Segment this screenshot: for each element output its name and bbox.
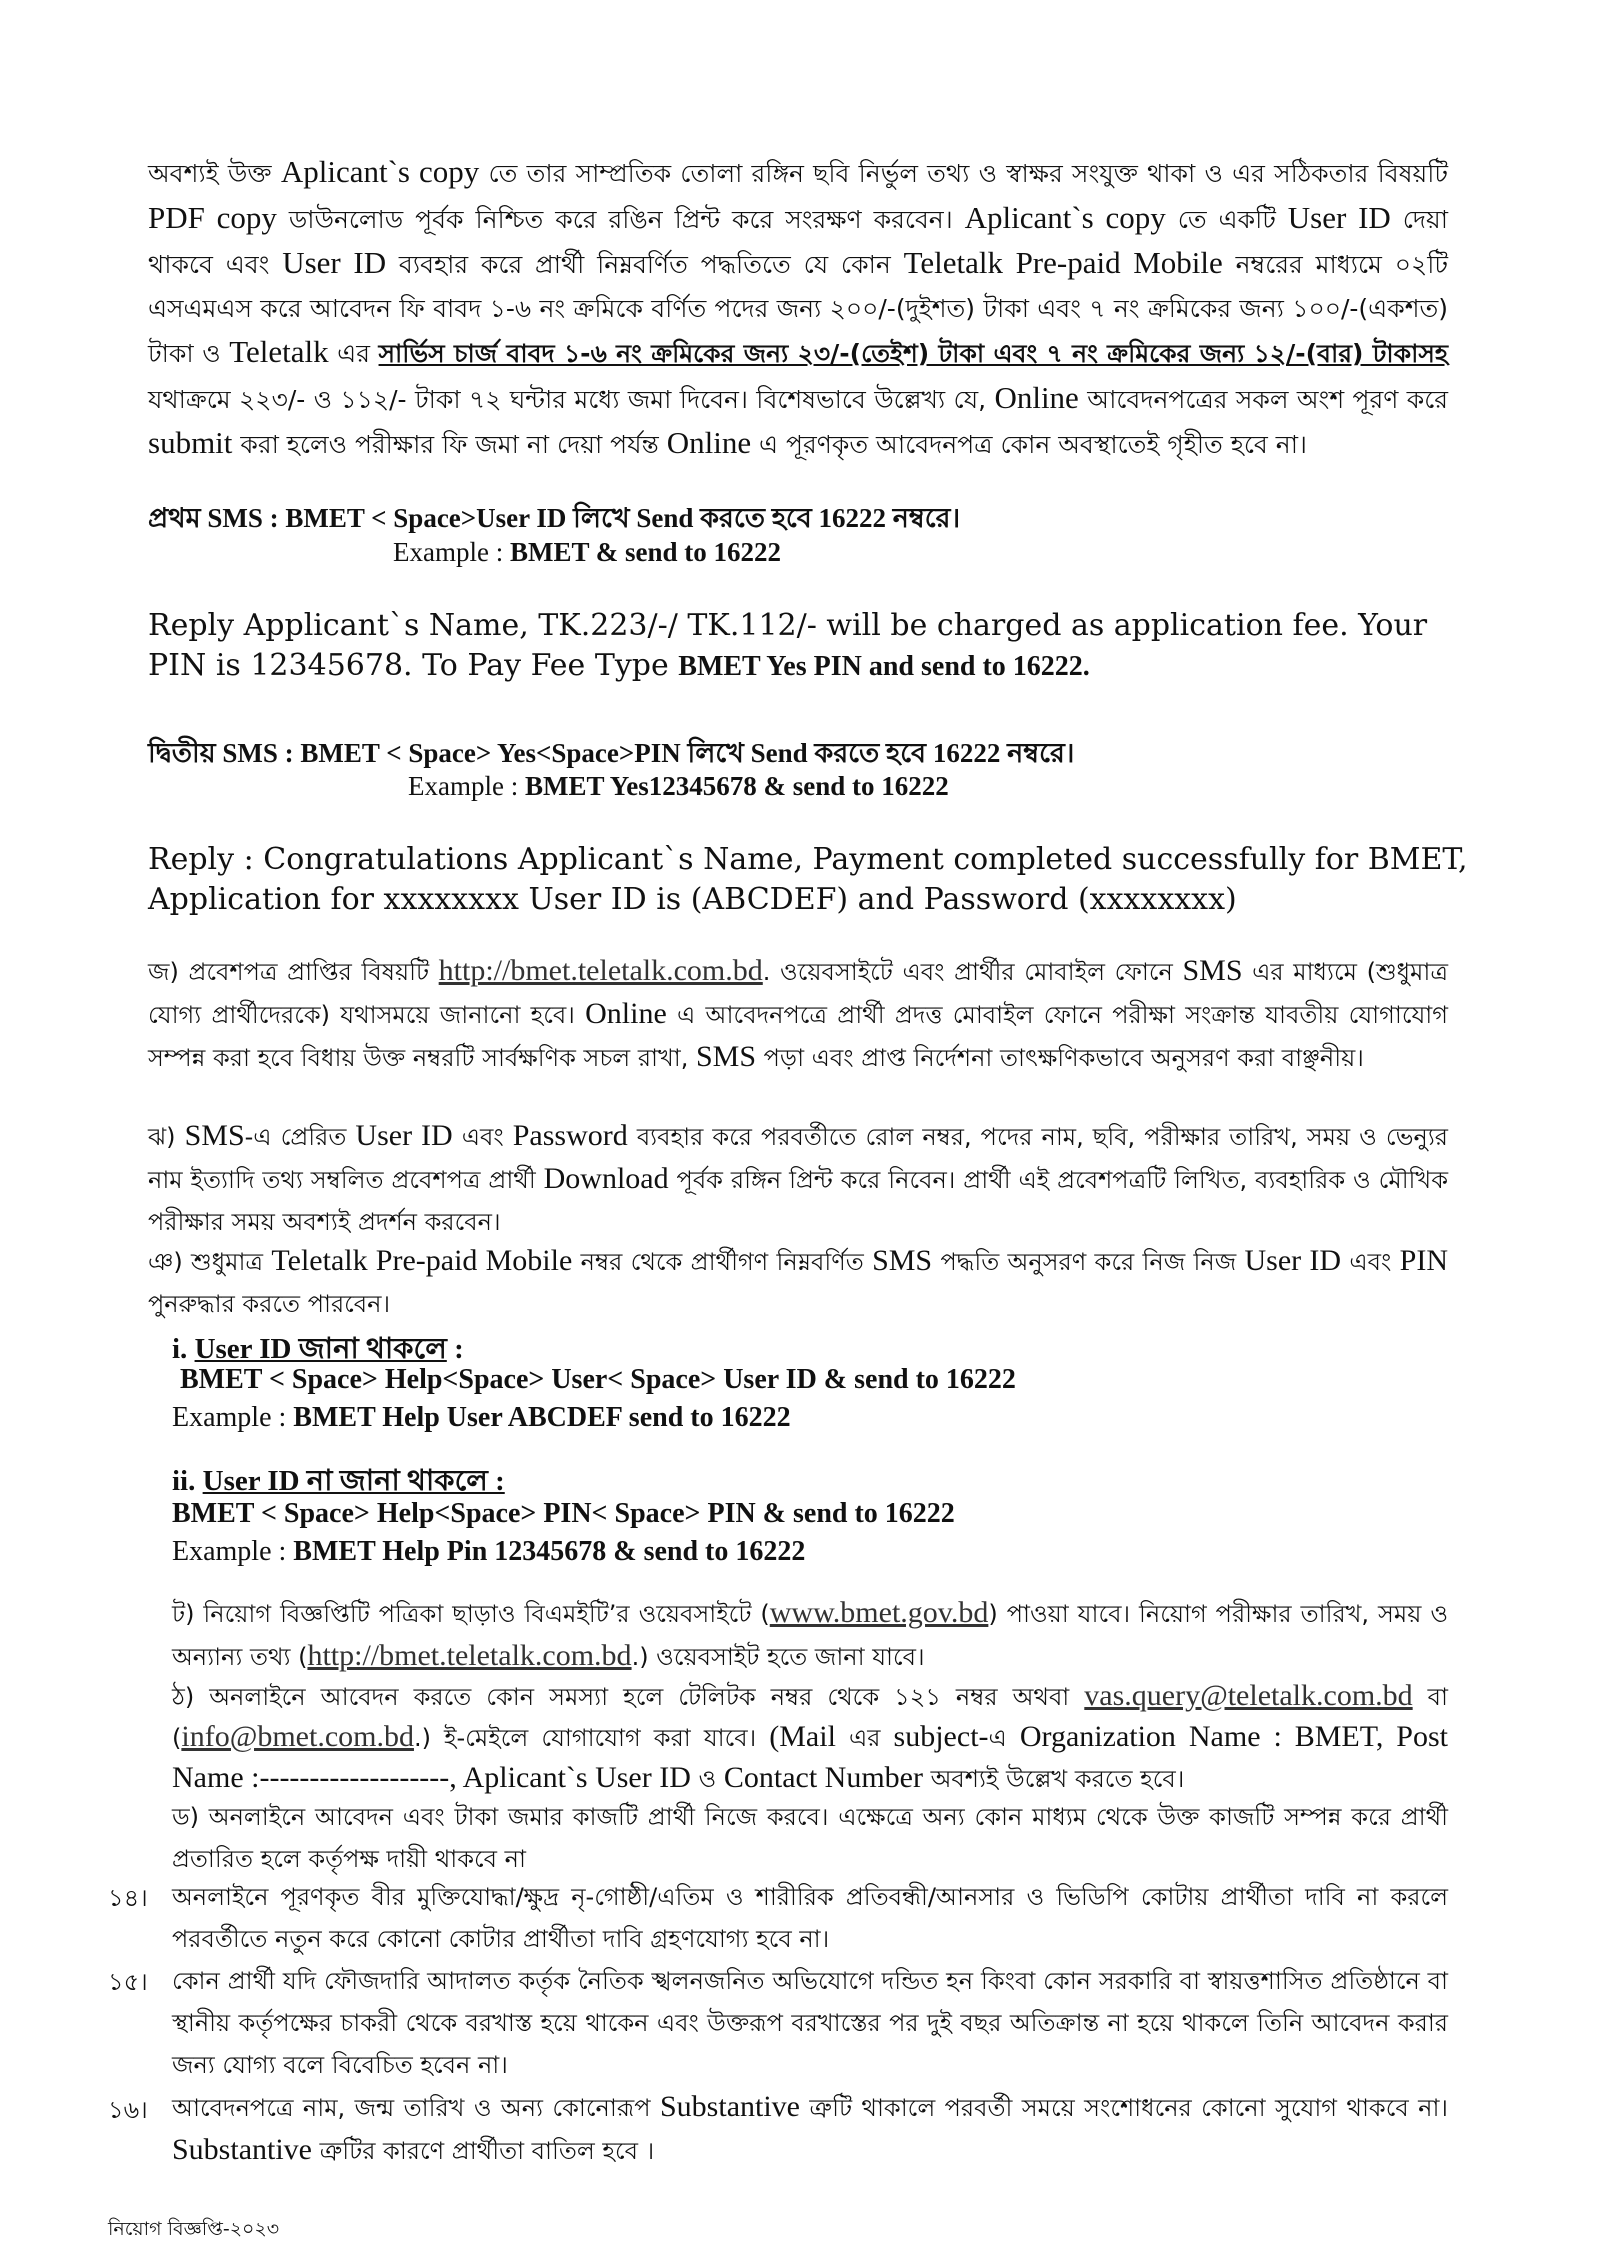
- para-text: এ: [988, 1724, 1020, 1752]
- para-text: Substantive: [172, 2133, 312, 2166]
- para-text: ট) নিয়োগ বিজ্ঞপ্তিটি পত্রিকা ছাড়াও বিএমইটি’র ওয়েবসাইটে (: [172, 1600, 770, 1628]
- para-text: এবং: [1341, 1248, 1400, 1276]
- item-number: ১৬।: [108, 2096, 148, 2124]
- reply-command: BMET Yes PIN and send to 16222.: [678, 651, 1090, 682]
- intro-text: Aplicant`s copy: [280, 154, 480, 189]
- intro-text: দেয়া থাকবে এবং: [148, 204, 1448, 279]
- example-label: Example :: [172, 1536, 294, 1567]
- intro-text: PDF copy: [148, 199, 277, 235]
- intro-text: অবশ্যই উক্ত: [148, 159, 281, 188]
- para-text: অবশ্যই উল্লেখ করতে হবে।: [922, 1765, 1185, 1793]
- service-charge-text: সার্ভিস চার্জ বাবদ ১-৬ নং ক্রমিকের জন্য ২৩/-(তেইশ) টাকা এবং ৭ নং ক্রমিকের জন্য ১২/-(বার) টাকাসহ: [378, 339, 1448, 368]
- para-text: ত্রুটির কারণে প্রার্থীতা বাতিল হবে ।: [312, 2137, 655, 2165]
- heading-text: User ID না জানা থাকলে :: [202, 1465, 505, 1497]
- reply1-text: [148, 606, 1468, 687]
- para-text: ) পাওয়া যাবে। নিয়োগ পরীক্ষার তারিখ, সময় ও অন্যান্য তথ্য (: [172, 1600, 1448, 1671]
- recover-userid-unknown-example: [172, 1536, 805, 1568]
- teletalk-link[interactable]: http://bmet.teletalk.com.bd: [307, 1639, 632, 1672]
- page-footer: নিয়োগ বিজ্ঞপ্তি-২০২৩: [108, 2218, 280, 2240]
- example-label: Example :: [408, 771, 525, 801]
- item-16-substantive-error: [172, 2086, 1448, 2172]
- intro-text: এ পূরণকৃত আবেদনপত্র কোন অবস্থাতেই গৃহীত হবে না।: [751, 430, 1307, 459]
- teletalk-email-link[interactable]: vas.query@teletalk.com.bd: [1084, 1679, 1413, 1712]
- intro-text: submit: [148, 425, 233, 460]
- para-text: নম্বর থেকে প্রার্থীগণ নিম্নবর্ণিত: [572, 1248, 873, 1276]
- para-text: ত্রুটি থাকালে পরবর্তী সময়ে সংশোধনের কোনো সুযোগ থাকবে না।: [800, 2094, 1448, 2122]
- para-text: পড়া এবং প্রাপ্ত নির্দেশনা তাৎক্ষণিকভাবে অনুসরণ করা বাঞ্ছনীয়।: [756, 1044, 1364, 1072]
- teletalk-link[interactable]: http://bmet.teletalk.com.bd: [438, 954, 763, 987]
- para-text: SMS: [1182, 954, 1243, 987]
- para-text: ও: [690, 1765, 724, 1793]
- para-text: Organization Name : BMET, Post Name :-------------------, Aplicant`s User ID: [172, 1720, 1448, 1794]
- example-value: BMET Help Pin 12345678 & send to 16222: [293, 1536, 806, 1567]
- heading-text: User ID জানা থাকলে: [194, 1333, 447, 1365]
- para-text: Teletalk Pre-paid Mobile: [271, 1244, 573, 1277]
- reply-text: Reply Applicant`s Name, TK.223/-/ TK.112/- will be charged as application fee. Your PIN is 12345678. To Pay Fee Type: [148, 608, 1428, 683]
- para-text: ঠ) অনলাইনে আবেদন করতে কোন সমস্যা হলে টেলিটক নম্বর থেকে ১২১ নম্বর অথবা: [172, 1683, 1085, 1711]
- para-text: Contact Number: [723, 1761, 923, 1794]
- para-text: User ID: [355, 1119, 453, 1152]
- intro-text: User ID: [282, 245, 387, 280]
- para-text: Substantive: [660, 2090, 800, 2123]
- para-text: ঞ) শুধুমাত্র: [148, 1248, 272, 1276]
- reply2-text: Reply : Congratulations Applicant`s Name, Payment completed successfully for BMET, Application for xxxxxxxx User ID is (ABCDEF) and Password (xxxxxxxx): [148, 842, 1468, 917]
- para-text: ঝ): [148, 1123, 185, 1151]
- list-number: i.: [172, 1333, 195, 1365]
- para-text: Online: [585, 997, 667, 1030]
- intro-text: যথাক্রমে ২২৩/- ও ১১২/- টাকা ৭২ ঘন্টার মধ্যে জমা দিবেন। বিশেষভাবে উল্লেখ্য যে,: [148, 384, 995, 414]
- sms1-example: [393, 537, 781, 568]
- para-text: এবং: [452, 1123, 513, 1151]
- example-value: BMET Help User ABCDEF send to 16222: [293, 1402, 791, 1433]
- intro-text: Online: [994, 379, 1079, 415]
- sms2-example: [408, 771, 949, 802]
- recover-userid-known-example: [172, 1402, 791, 1434]
- example-value: BMET Yes12345678 & send to 16222: [524, 771, 949, 801]
- sms1-instruction: প্রথম SMS : BMET < Space>User ID লিখে Send করতে হবে 16222 নম্বরে।: [148, 503, 961, 533]
- intro-text: এর: [328, 339, 379, 368]
- para-text: বা (: [172, 1683, 1449, 1752]
- intro-paragraph: [148, 150, 1448, 467]
- intro-text: নম্বরের মাধ্যমে ০২টি এসএমএস করে আবেদন ফি বাবদ ১-৬ নং ক্রমিকে বর্ণিত পদের জন্য ২০০/-(দুইশত) টাকা এবং ৭ নং ক্রমিকের জন্য ১০০/-(একশত) টাকা ও: [148, 250, 1448, 368]
- para-text: User ID: [1244, 1244, 1342, 1277]
- para-text: .) ই-মেইলে যোগাযোগ করা যাবে।: [413, 1724, 770, 1752]
- para-text: পুনরুদ্ধার করতে পারবেন।: [148, 1290, 391, 1318]
- example-value: BMET & send to 16222: [509, 537, 781, 567]
- intro-text: ব্যবহার করে প্রার্থী নিম্নবর্ণিত পদ্ধতিতে যে কোন: [386, 250, 904, 279]
- para-contact-support: [172, 1676, 1448, 1799]
- intro-text: Teletalk Pre-paid Mobile: [903, 245, 1223, 280]
- para-recovery-intro: [148, 1240, 1448, 1325]
- para-text: -এ প্রেরিত: [244, 1123, 356, 1151]
- para-text: এ আবেদনপত্রে প্রার্থী প্রদত্ত মোবাইল ফোনে পরীক্ষা সংক্রান্ত যাবতীয় যোগাযোগ সম্পন্ন করা হবে বিধায় উক্ত নম্বরটি সার্বক্ষণিক সচল রাখা,: [148, 1001, 1448, 1072]
- intro-text: করা হলেও পরীক্ষার ফি জমা না দেয়া পর্যন্ত: [232, 430, 667, 459]
- para-text: SMS: [695, 1040, 757, 1073]
- para-text: PIN: [1399, 1244, 1448, 1277]
- intro-text: আবেদনপত্রের সকল অংশ পূরণ করে: [1078, 384, 1449, 414]
- example-label: Example :: [172, 1402, 294, 1433]
- intro-text: তে তার সাম্প্রতিক তোলা রঙ্গিন ছবি নির্ভুল তথ্য ও স্বাক্ষর সংযুক্ত থাকা ও এর সঠিকতার বিষয়টি: [479, 159, 1449, 188]
- bmet-email-link[interactable]: info@bmet.com.bd: [181, 1720, 414, 1753]
- para-text: পূর্বক রঙ্গিন প্রিন্ট করে নিবেন। প্রার্থী এই প্রবেশপত্রটি লিখিত, ব্যবহারিক ও মৌখিক পরীক্ষার সময় অবশ্যই প্রদর্শন করবেন।: [148, 1166, 1448, 1236]
- para-admit-card-download: [148, 1115, 1448, 1243]
- para-text: এর: [835, 1724, 894, 1752]
- intro-text: ডাউনলোড পূর্বক নিশ্চিত করে রঙিন প্রিন্ট করে সংরক্ষণ করবেন।: [276, 204, 965, 234]
- para-text: জ) প্রবেশপত্র প্রাপ্তির বিষয়টি: [148, 958, 439, 986]
- para-text: Download: [543, 1162, 669, 1195]
- para-text: (Mail: [769, 1720, 836, 1753]
- item-number: ১৫।: [108, 1968, 148, 1996]
- para-text: . ওয়েবসাইটে এবং প্রার্থীর মোবাইল ফোনে: [762, 958, 1183, 986]
- para-text: ব্যবহার করে পরবর্তীতে রোল নম্বর, পদের নাম, ছবি, পরীক্ষার তারিখ, সময় ও ভেন্যুর নাম ইত্যাদি তথ্য সম্বলিত প্রবেশপত্র প্রার্থী: [148, 1123, 1448, 1194]
- item-number: ১৪।: [108, 1884, 148, 1912]
- intro-text: তে একটি: [1165, 204, 1288, 234]
- heading-text: :: [446, 1333, 464, 1365]
- para-text: আবেদনপত্রে নাম, জন্ম তারিখ ও অন্য কোনোরূপ: [172, 2094, 660, 2122]
- para-responsibility: ড) অনলাইনে আবেদন এবং টাকা জমার কাজটি প্রার্থী নিজে করবে। এক্ষেত্রে অন্য কোন মাধ্যম থেকে উক্ত কাজটি সম্পন্ন করে প্রার্থী প্রতারিত হলে কর্তৃপক্ষ দায়ী থাকবে না: [172, 1803, 1448, 1873]
- sms2-instruction: দ্বিতীয় SMS : BMET < Space> Yes<Space>PIN লিখে Send করতে হবে 16222 নম্বরে।: [148, 738, 1075, 768]
- example-label: Example :: [393, 537, 510, 567]
- para-text: SMS: [872, 1244, 933, 1277]
- list-number: ii.: [172, 1465, 203, 1497]
- para-text: .) ওয়েবসাইট হতে জানা যাবে।: [631, 1643, 925, 1671]
- para-notice-availability: [172, 1592, 1448, 1678]
- intro-text: User ID: [1287, 199, 1391, 235]
- item-14-quota: অনলাইনে পূরণকৃত বীর মুক্তিযোদ্ধা/ক্ষুদ্র নৃ-গোষ্ঠী/এতিম ও শারীরিক প্রতিবন্ধী/আনসার ও ভিডিপি কোটায় প্রার্থীতা দাবি না করলে পরবর্তীতে নতুন করে কোনো কোটার প্রার্থীতা দাবি গ্রহণযোগ্য হবে না।: [172, 1883, 1448, 1953]
- para-text: SMS: [184, 1119, 245, 1152]
- recover-userid-known-command: BMET < Space> Help<Space> User< Space> User ID & send to 16222: [180, 1364, 1016, 1395]
- item-15-criminal-record: কোন প্রার্থী যদি ফৌজদারি আদালত কর্তৃক নৈতিক স্খলনজনিত অভিযোগে দন্ডিত হন কিংবা কোন সরকারি বা স্বায়ত্তশাসিত প্রতিষ্ঠানে বা স্থানীয় কর্তৃপক্ষের চাকরী থেকে বরখাস্ত হয়ে থাকেন এবং উক্তরূপ বরখাস্তের পর দুই বছর অতিক্রান্ত না হয়ে থাকলে তিনি আবেদন করার জন্য যোগ্য বলে বিবেচিত হবেন না।: [172, 1967, 1448, 2079]
- para-admit-card-info: [148, 950, 1448, 1079]
- para-text: subject-: [893, 1720, 989, 1753]
- intro-text: Aplicant`s copy: [964, 199, 1166, 235]
- bmet-website-link[interactable]: www.bmet.gov.bd: [769, 1596, 989, 1629]
- para-text: Password: [512, 1119, 628, 1152]
- intro-text: Online: [666, 425, 752, 460]
- para-text: এর মাধ্যমে (শুধুমাত্র যোগ্য প্রার্থীদেরকে) যথাসময়ে জানানো হবে।: [148, 958, 1448, 1029]
- recover-userid-unknown-command: BMET < Space> Help<Space> PIN< Space> PIN & send to 16222: [172, 1498, 955, 1529]
- para-text: পদ্ধতি অনুসরণ করে নিজ নিজ: [932, 1248, 1245, 1276]
- intro-text: Teletalk: [229, 334, 329, 369]
